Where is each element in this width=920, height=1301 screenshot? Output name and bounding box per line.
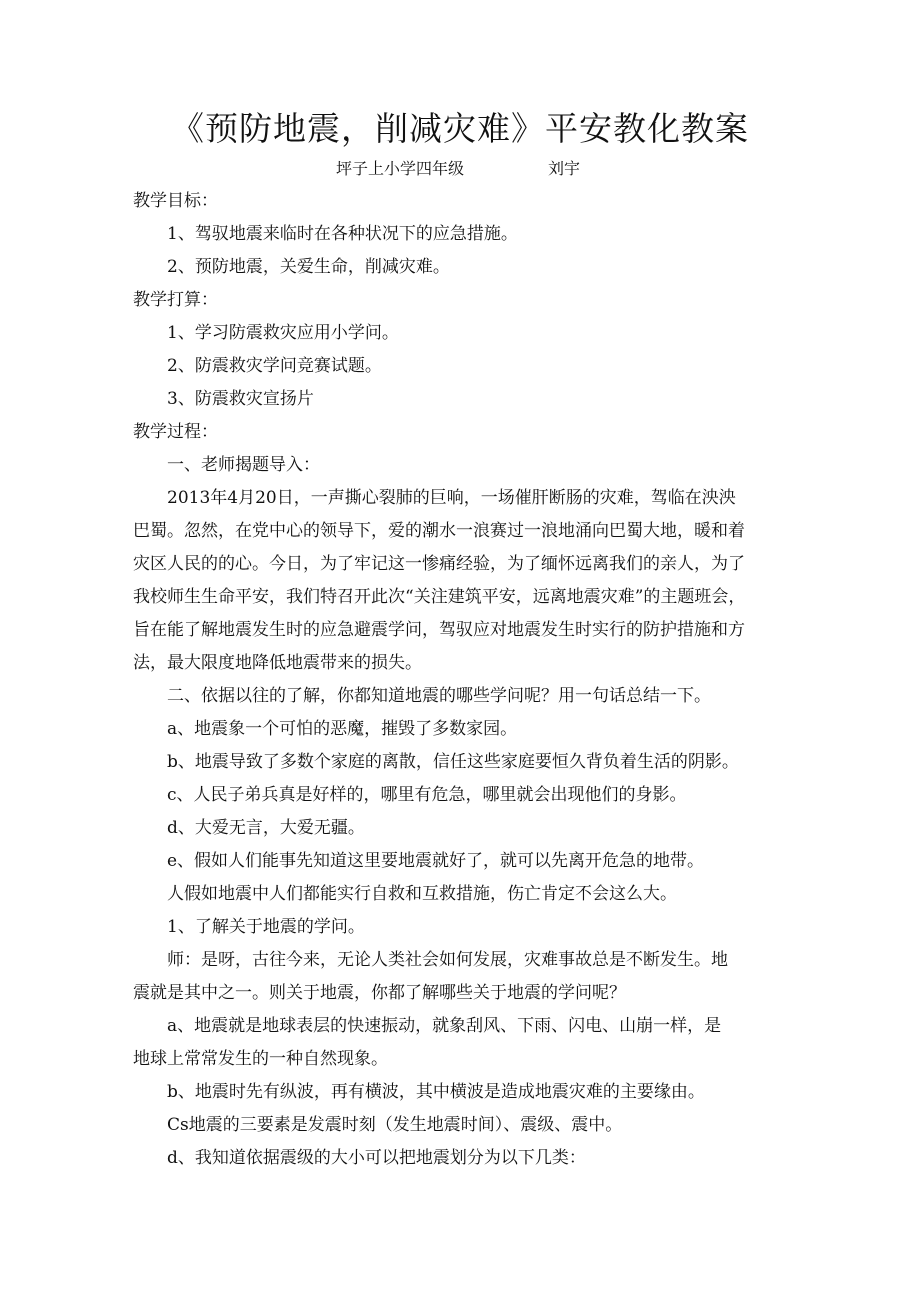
text-line: 地球上常常发生的一种自然现象。 [133,1049,388,1069]
text-line: 人假如地震中人们都能实行自救和互救措施，伤亡肯定不会这么大。 [167,884,677,904]
text-line: 一、老师揭题导入： [167,455,320,475]
text-line: Cs地震的三要素是发震时刻（发生地震时间）、震级、震中。 [167,1115,623,1135]
text-line: b、地震导致了多数个家庭的离散，信任这些家庭要恒久背负着生活的阴影。 [167,752,739,772]
text-line: 2、预防地震，关爱生命，削减灾难。 [167,257,450,277]
text-line: 教学目标： [133,191,218,211]
text-line: 1、学习防震救灾应用小学问。 [167,323,399,343]
text-line: 我校师生生命平安，我们特召开此次“关注建筑平安，远离地震灾难”的主题班会， [133,587,746,607]
text-line: c、人民子弟兵真是好样的，哪里有危急，哪里就会出现他们的身影。 [167,785,687,805]
document-body [133,185,813,1175]
text-line: d、大爱无言，大爱无疆。 [167,818,365,838]
document-title: 《预防地震，削减灾难》平安教化教案 [171,109,749,148]
text-line: 法，最大限度地降低地震带来的损失。 [133,653,422,673]
text-line: 教学过程： [133,422,218,442]
text-line: 3、防震救灾宣扬片 [167,389,314,409]
text-line: 巴蜀。忽然，在党中心的领导下，爱的潮水一浪赛过一浪地涌向巴蜀大地，暖和着 [133,521,745,541]
text-line: 2、防震救灾学问竞赛试题。 [167,356,382,376]
author-name: 刘宇 [548,159,581,178]
text-line: e、假如人们能事先知道这里要地震就好了，就可以先离开危急的地带。 [167,851,705,871]
text-line: a、地震象一个可怕的恶魔，摧毁了多数家园。 [167,719,518,739]
text-line: 震就是其中之一。则关于地震，你都了解哪些关于地震的学问呢？ [133,983,626,1003]
text-line: a、地震就是地球表层的快速振动，就象刮风、下雨、闪电、山崩一样，是 [167,1016,722,1036]
text-line: 教学打算： [133,290,218,310]
text-line: 2013年4月20日，一声撕心裂肺的巨响，一场催肝断肠的灾难，驾临在泱泱 [167,488,736,508]
school-name: 坪子上小学四年级 [336,159,465,178]
text-line: 1、驾驭地震来临时在各种状况下的应急措施。 [167,224,518,244]
text-line: 灾区人民的的心。今日，为了牢记这一惨痛经验，为了缅怀远离我们的亲人，为了 [133,554,745,574]
text-line: 师：是呀，古往今来，无论人类社会如何发展，灾难事故总是不断发生。地 [167,950,728,970]
author-line [0,157,920,181]
text-line: b、地震时先有纵波，再有横波，其中横波是造成地震灾难的主要缘由。 [167,1082,705,1102]
text-line: 1、了解关于地震的学问。 [167,917,365,937]
text-line: d、我知道依据震级的大小可以把地震划分为以下几类： [167,1148,586,1168]
text-line: 二、依据以往的了解，你都知道地震的哪些学问呢？用一句话总结一下。 [167,686,711,706]
text-line: 旨在能了解地震发生时的应急避震学问，驾驭应对地震发生时实行的防护措施和方 [133,620,745,640]
